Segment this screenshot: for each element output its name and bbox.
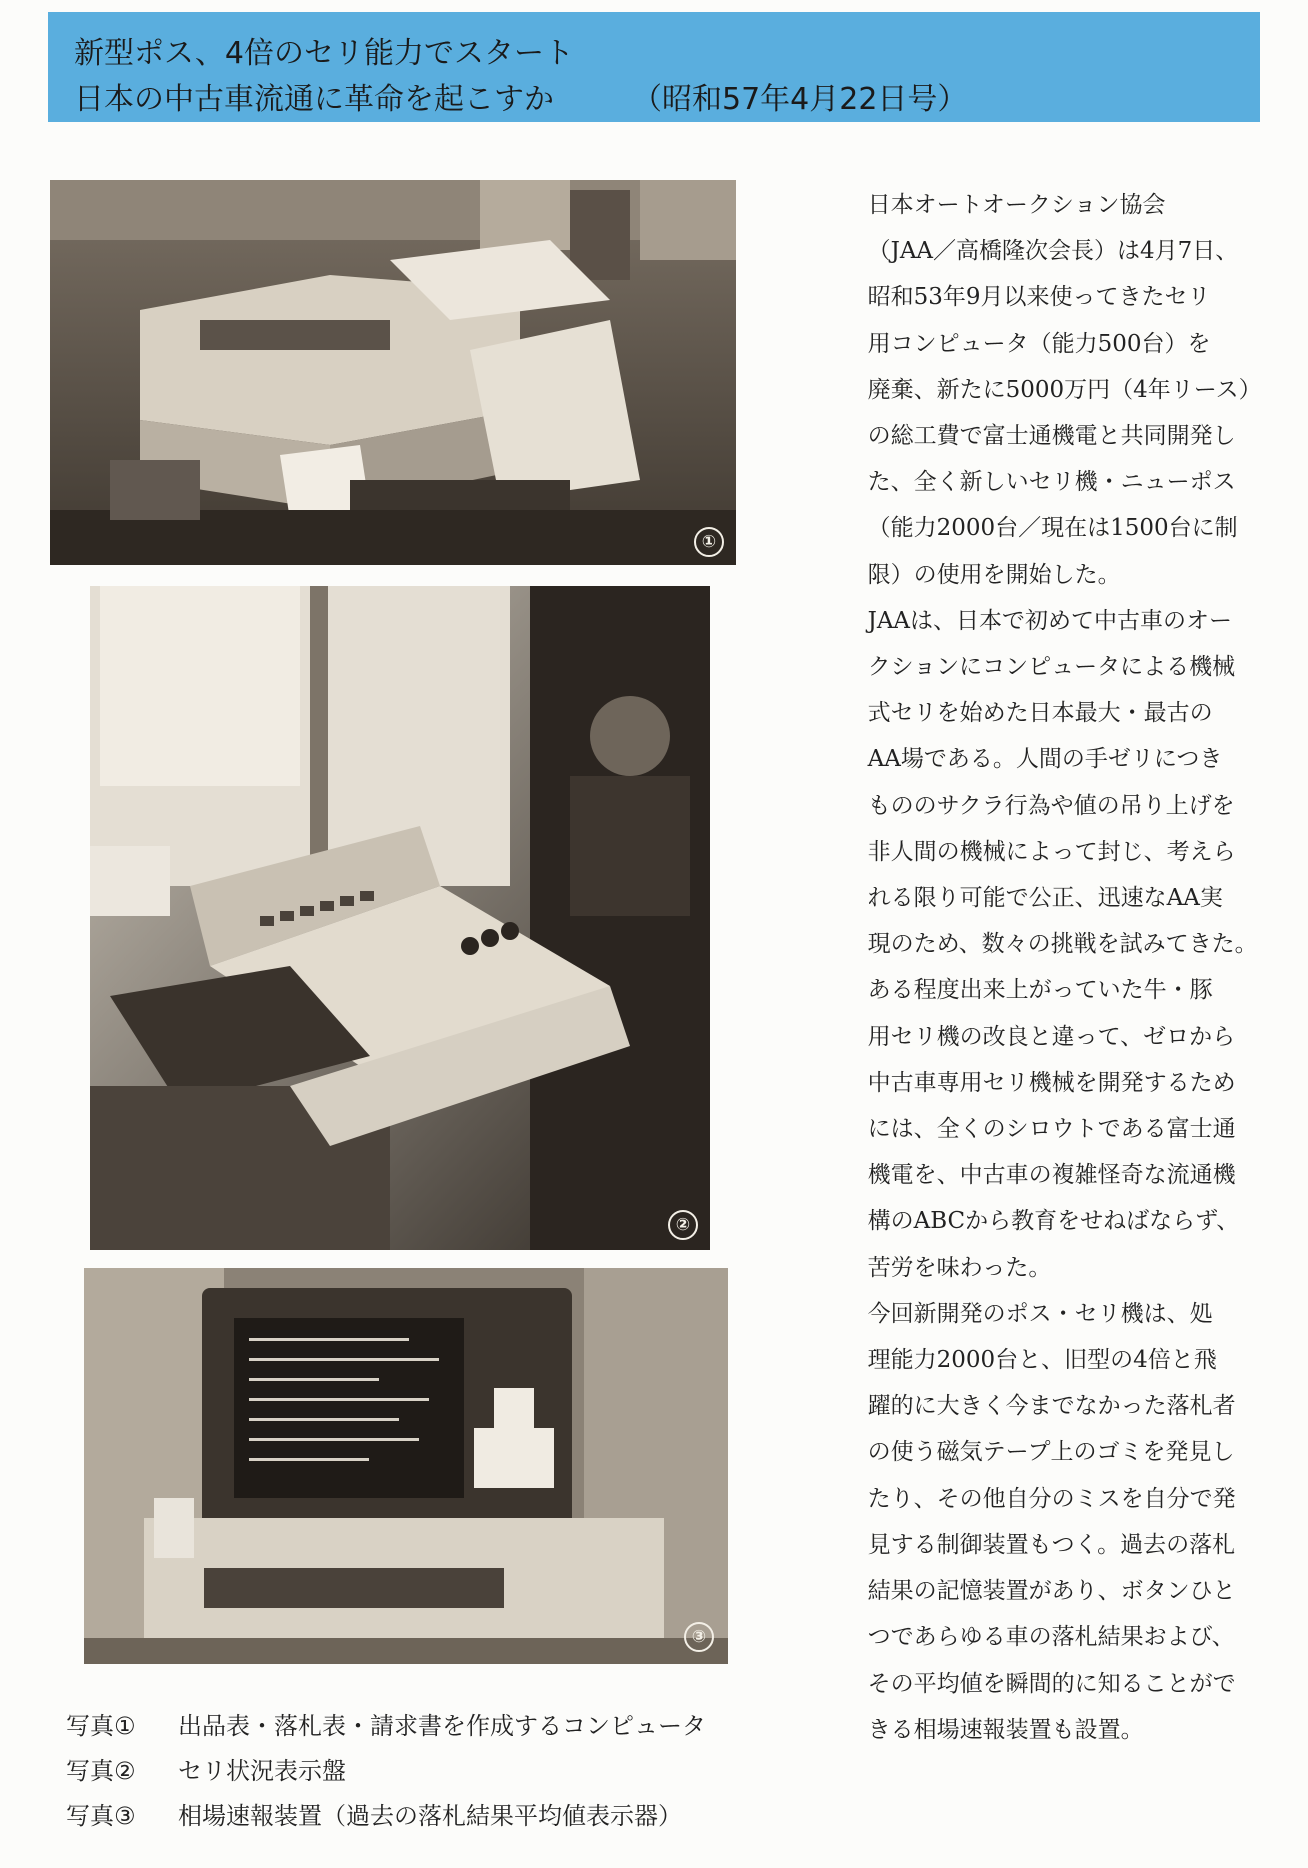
article-line: 見する制御装置もつく。過去の落札 (867, 1531, 1236, 1558)
article-line: 結果の記憶装置があり、ボタンひと (867, 1578, 1236, 1605)
caption-label: 写真③ (66, 1802, 136, 1830)
headline-subtitle: 日本の中古車流通に革命を起こすか (74, 82, 554, 117)
headline-band (48, 12, 1260, 122)
article-paragraph (840, 182, 1280, 598)
article-line: 苦労を味わった。 (867, 1254, 1052, 1281)
article-line: 日本オートオークション協会 (867, 192, 1166, 218)
photo-auction-panel (90, 586, 710, 1250)
caption-row (66, 1751, 706, 1796)
photo-number-badge: ③ (684, 1622, 714, 1652)
caption-text: 出品表・落札表・請求書を作成するコンピュータ (178, 1712, 706, 1740)
caption-text: セリ状況表示盤 (178, 1757, 346, 1785)
photo-market-terminal (84, 1268, 728, 1664)
article-line: たり、その他自分のミスを自分で発 (867, 1485, 1236, 1512)
article-paragraph (840, 598, 1280, 968)
article-line: きる相場速報装置も設置。 (867, 1716, 1144, 1743)
article-line: つであらゆる車の落札結果および、 (867, 1624, 1235, 1651)
article-line: その平均値を瞬間的に知ることがで (867, 1670, 1236, 1697)
article-line: AA場である。人間の手ゼリにつき (867, 746, 1223, 773)
photo-captions (66, 1706, 706, 1841)
article-line: には、全くのシロウトである富士通 (867, 1116, 1236, 1143)
caption-row (66, 1796, 706, 1841)
article-paragraph (840, 967, 1280, 1290)
article-line: もののサクラ行為や値の吊り上げを (867, 792, 1235, 819)
caption-text: 相場速報装置（過去の落札結果平均値表示器） (178, 1802, 682, 1830)
article-line: 式セリを始めた日本最大・最古の (867, 700, 1213, 727)
article-paragraph (840, 1291, 1280, 1753)
photo-number-badge: ② (668, 1210, 698, 1240)
caption-row (66, 1706, 706, 1751)
article-line: 限）の使用を開始した。 (867, 561, 1121, 588)
article-line: 中古車専用セリ機械を開発するため (867, 1069, 1236, 1096)
article-line: 用セリ機の改良と違って、ゼロから (867, 1023, 1236, 1050)
article-line: 今回新開発のポス・セリ機は、処 (867, 1300, 1213, 1327)
article-line: 理能力2000台と、旧型の4倍と飛 (867, 1347, 1217, 1374)
article-line: 非人間の機械によって封じ、考えら (867, 838, 1236, 865)
article-line: た、全く新しいセリ機・ニューポス (867, 469, 1236, 496)
caption-label: 写真② (66, 1757, 136, 1785)
article-line: （能力2000台／現在は1500台に制 (867, 515, 1238, 542)
printer-computer-photo-icon (50, 180, 736, 565)
headline-title: 新型ポス、4倍のセリ能力でスタート (74, 36, 574, 71)
article-line: の使う磁気テープ上のゴミを発見し (867, 1439, 1235, 1466)
issue-date: （昭和57年4月22日号） (632, 82, 968, 117)
article-line: れる限り可能で公正、迅速なAA実 (867, 885, 1223, 912)
article-line: 昭和53年9月以来使ってきたセリ (867, 284, 1211, 311)
auction-control-panel-photo-icon (90, 586, 710, 1250)
article-line: ある程度出来上がっていた牛・豚 (867, 977, 1213, 1004)
article-line: 躍的に大きく今までなかった落札者 (867, 1393, 1236, 1420)
article-line: 用コンピュータ（能力500台）を (867, 330, 1211, 357)
photo-number-badge: ① (694, 527, 724, 557)
article-line: （JAA／高橋隆次会長）は4月7日、 (867, 238, 1239, 265)
article-body (840, 182, 1280, 1753)
article-line: 構のABCから教育をせねばならず、 (867, 1208, 1240, 1235)
article-line: 機電を、中古車の複雑怪奇な流通機 (867, 1162, 1236, 1189)
article-line: 廃棄、新たに5000万円（4年リース） (867, 376, 1262, 403)
article-line: の総工費で富士通機電と共同開発し (867, 423, 1236, 450)
caption-label: 写真① (66, 1712, 136, 1740)
market-display-terminal-photo-icon (84, 1268, 728, 1664)
photo-computer-printer (50, 180, 736, 565)
article-line: 現のため、数々の挑戦を試みてきた。 (867, 931, 1258, 958)
article-line: JAAは、日本で初めて中古車のオー (867, 607, 1233, 634)
article-line: クションにコンピュータによる機械 (867, 654, 1236, 681)
